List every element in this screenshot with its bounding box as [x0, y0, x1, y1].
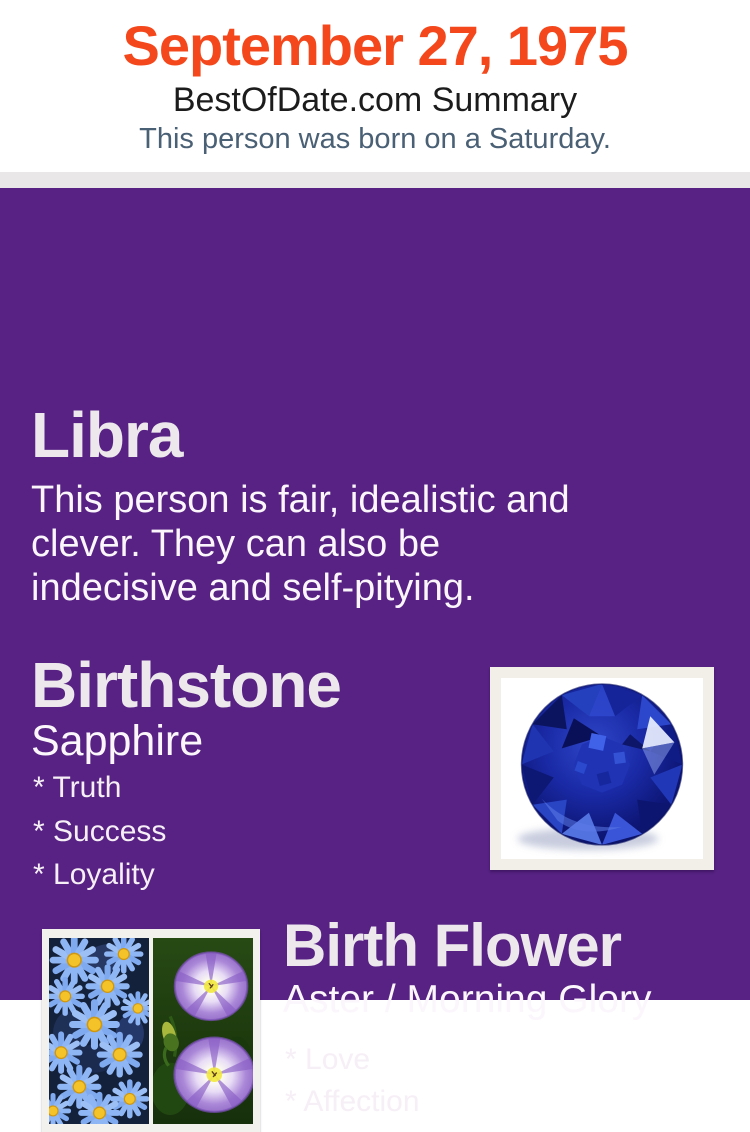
zodiac-sign-heading: Libra — [31, 399, 183, 471]
page-title-date: September 27, 1975 — [122, 14, 628, 77]
birth-flower-trait: * Love — [285, 1043, 371, 1076]
birthstone-trait: * Success — [33, 815, 167, 848]
morning-glory-photo-panel — [153, 938, 253, 1124]
summary-section — [0, 188, 750, 1118]
birth-flower-names: Aster / Morning Glory — [283, 978, 652, 1021]
zodiac-description: This person is fair, idealistic and clever. They can also be indecisive and self-pitying. — [31, 479, 570, 609]
birthstone-heading: Birthstone — [31, 649, 341, 721]
site-summary-title: BestOfDate.com Summary — [172, 81, 578, 119]
day-of-week-note: This person was born on a Saturday. — [139, 123, 611, 155]
sapphire-gem-graphic — [501, 678, 703, 859]
birthstone-trait: * Truth — [33, 771, 122, 804]
birth-flower-heading: Birth Flower — [283, 912, 622, 979]
birthstone-name: Sapphire — [31, 717, 204, 765]
header — [0, 0, 750, 172]
birth-flower-photo — [42, 929, 260, 1132]
birth-flower-trait: * Affection — [285, 1085, 420, 1118]
aster-photo-panel — [49, 938, 149, 1124]
sapphire-photo — [490, 667, 714, 870]
divider-band — [0, 172, 750, 188]
birthstone-trait: * Loyality — [33, 858, 155, 891]
